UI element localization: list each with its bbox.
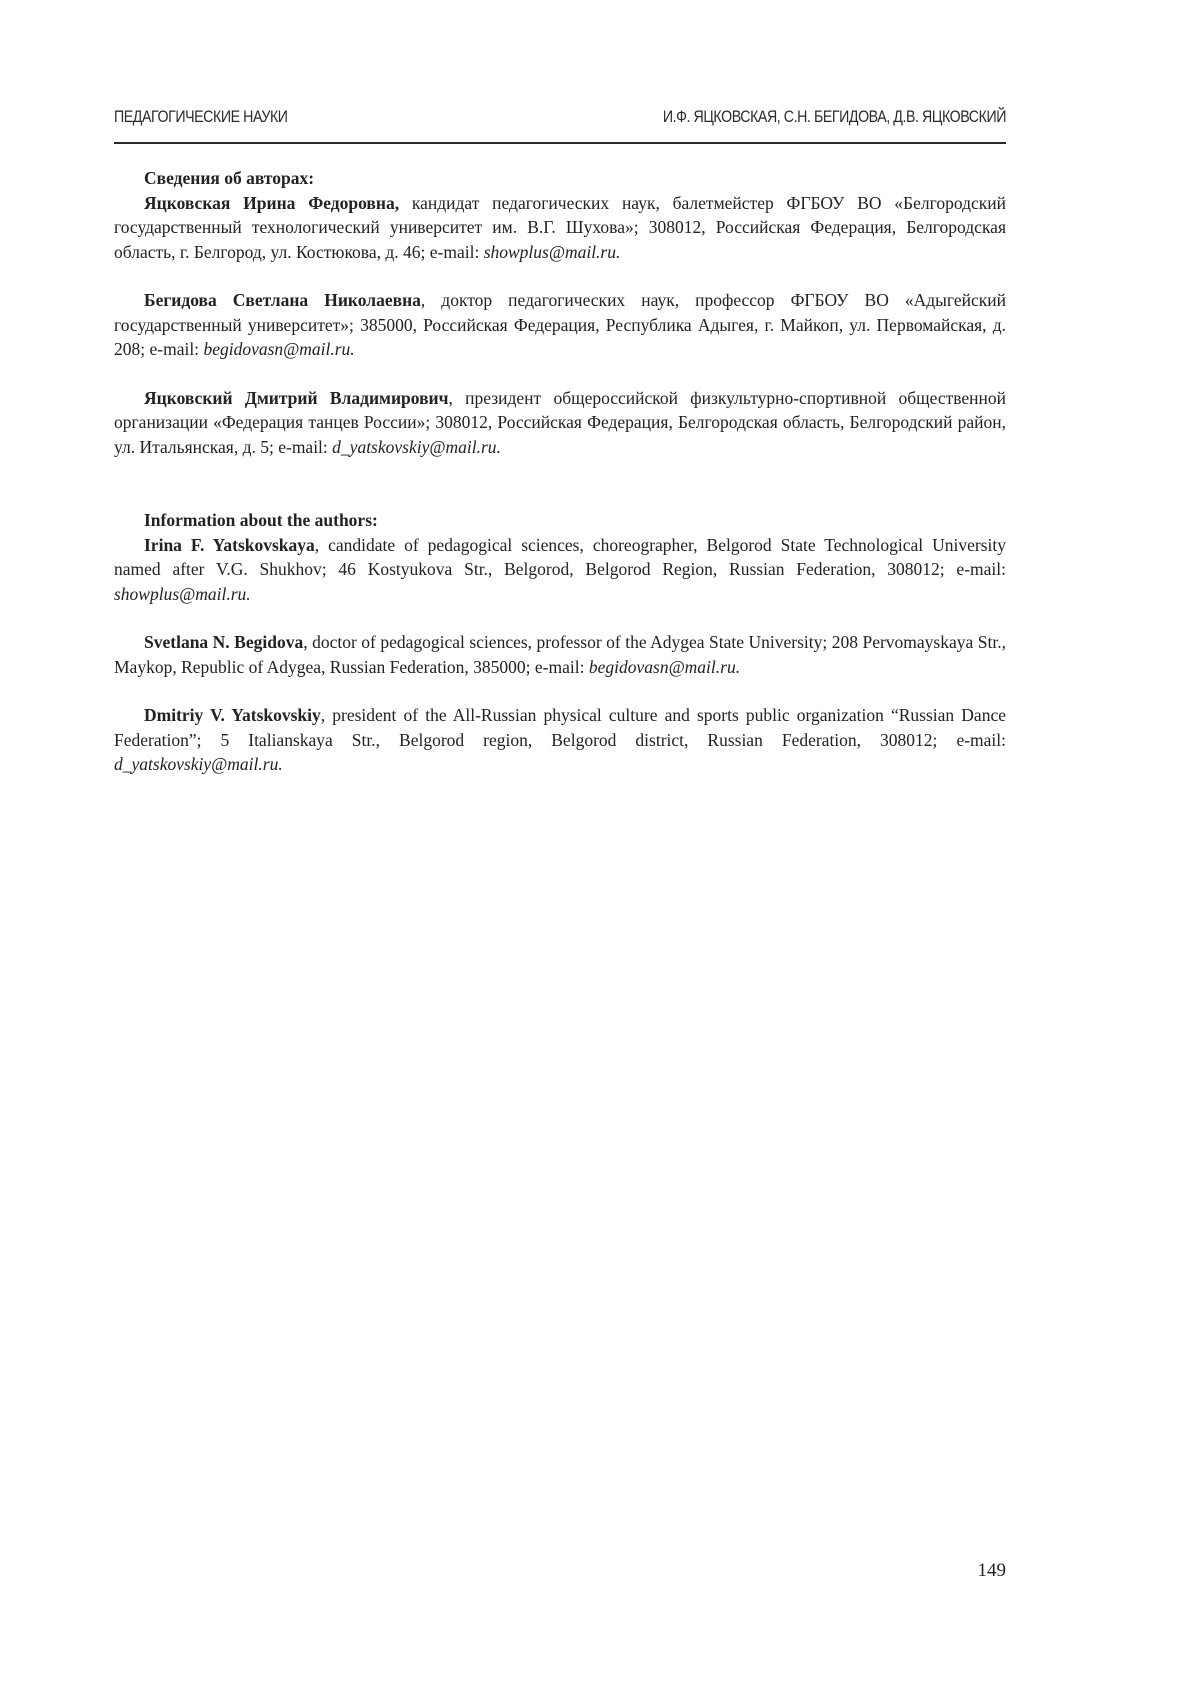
ru-section-heading: Сведения об авторах: — [144, 168, 315, 188]
en-author-entry — [114, 630, 1006, 679]
author-email: d_yatskovskiy@mail.ru. — [114, 754, 283, 774]
author-name: Irina F. Yatskovskaya — [144, 534, 315, 555]
author-name: Svetlana N. Begidova — [144, 632, 304, 652]
author-name: Яцковский Дмитрий Владимирович — [144, 387, 449, 408]
author-details: , президент общероссийской физкультурно-спортивной общественной организации «Федерация танцев России»; 308012, Российская Федерация, Белгородская область, Белгородский район, ул. Итальянская, д. 5; e-mail: — [114, 387, 1007, 457]
running-header — [114, 100, 1006, 144]
author-name: Яцковская Ирина Федоровна, — [144, 192, 400, 213]
journal-section-title: ПЕДАГОГИЧЕСКИЕ НАУКИ — [114, 108, 288, 126]
author-details: кандидат педагогических наук, балетмейстер ФГБОУ ВО «Белгородский государственный технологический университет им. В.Г. Шухова»; 308012, Российская Федерация, Белгородская область, г. Белгород, ул. Костюкова, д. 46; e-mail: — [114, 192, 1006, 262]
en-section-heading: Information about the authors: — [144, 510, 378, 530]
page-number: 149 — [977, 1560, 1006, 1581]
authors-info — [114, 166, 1006, 777]
author-email: begidovasn@mail.ru. — [588, 656, 741, 677]
ru-author-entry — [114, 386, 1006, 460]
author-email: begidovasn@mail.ru. — [203, 339, 355, 359]
author-details: , president of the All-Russian physical culture and sports public organization “Russian Dance Federation”; 5 Italianskaya Str., Belgorod region, Belgorod district, Russian Federation, 308012; e-mail: — [114, 705, 1006, 750]
en-author-entry — [114, 533, 1006, 607]
author-name: Бегидова Светлана Николаевна — [144, 290, 421, 310]
author-email: showplus@mail.ru. — [483, 241, 621, 262]
author-details: , candidate of pedagogical sciences, choreographer, Belgorod State Technological University named after V.G. Shukhov; 46 Kostyukova Str., Belgorod, Belgorod Region, Russian Federation, 308012; e-mail: — [114, 534, 1006, 579]
ru-author-entry — [114, 288, 1006, 362]
article-authors-header: И.Ф. ЯЦКОВСКАЯ, С.Н. БЕГИДОВА, Д.В. ЯЦКОВСКИЙ — [662, 108, 1006, 126]
ru-author-entry — [114, 191, 1006, 265]
author-details: , доктор педагогических наук, профессор ФГБОУ ВО «Адыгейский государственный университет»; 385000, Российская Федерация, Республика Адыгея, г. Майкоп, ул. Первомайская, д. 208; e-mail: — [114, 290, 1006, 359]
en-author-entry — [114, 703, 1006, 777]
author-email: d_yatskovskiy@mail.ru. — [332, 436, 501, 457]
author-name: Dmitriy V. Yatskovskiy — [144, 705, 321, 725]
en-section — [114, 508, 1006, 777]
author-email: showplus@mail.ru. — [114, 583, 251, 604]
author-details: , doctor of pedagogical sciences, professor of the Adygea State University; 208 Pervomayskaya Str., Maykop, Republic of Adygea, Russian Federation, 385000; e-mail: — [114, 632, 1006, 677]
